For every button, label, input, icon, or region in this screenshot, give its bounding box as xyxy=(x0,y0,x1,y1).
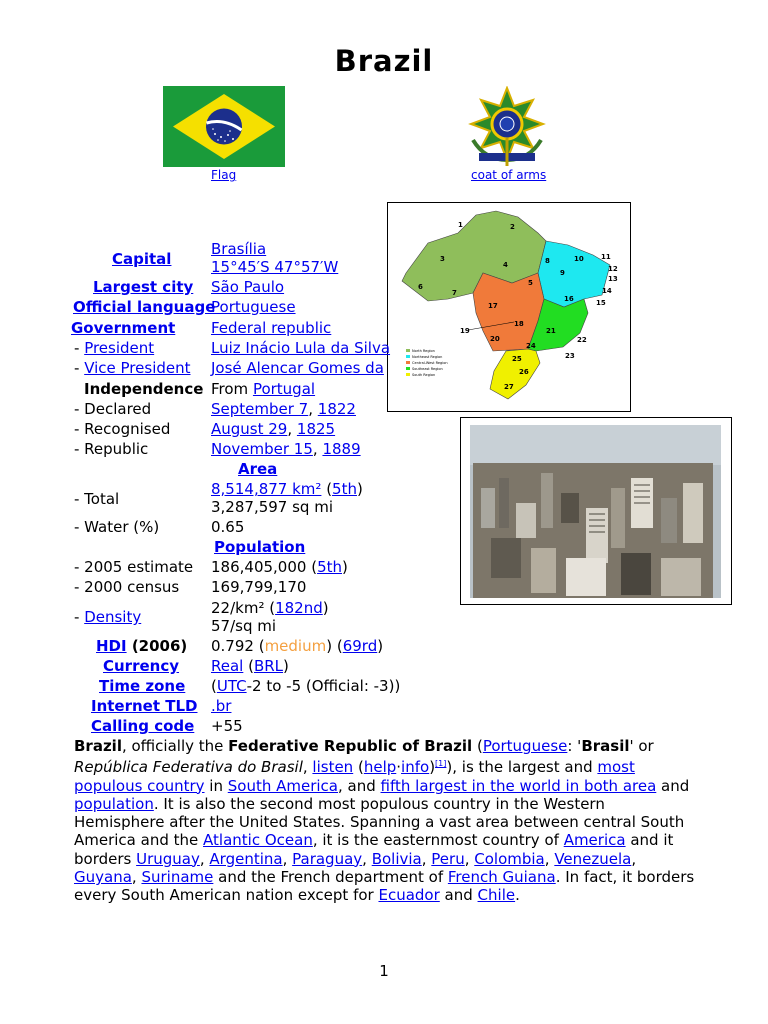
bolivia-link[interactable]: Bolivia xyxy=(371,849,422,868)
official-language-label[interactable]: Official language xyxy=(73,298,216,316)
map-label: 19 xyxy=(460,327,470,335)
total-km-link[interactable]: 8,514,877 km² xyxy=(211,480,322,498)
hdi-medium-link[interactable]: medium xyxy=(264,637,327,655)
paraguay-link[interactable]: Paraguay xyxy=(292,849,363,868)
coat-of-arms-link[interactable]: coat of arms xyxy=(471,168,547,182)
estimate-2005-value: 186,405,000 (5th) xyxy=(211,558,348,576)
guyana-link[interactable]: Guyana xyxy=(74,868,132,887)
vp-link[interactable]: José Alencar Gomes da xyxy=(211,359,384,377)
chile-link[interactable]: Chile xyxy=(477,886,516,905)
fifth-largest-link[interactable]: fifth largest in the world in both area xyxy=(380,776,657,795)
independence-label: Independence xyxy=(84,380,204,398)
map-label: 27 xyxy=(504,383,514,391)
density-value: 22/km² (182nd) 57/sq mi xyxy=(211,599,329,635)
hdi-link[interactable]: HDI xyxy=(96,637,127,655)
population-rank-link[interactable]: 5th xyxy=(317,558,342,576)
president-label-link[interactable]: President xyxy=(84,339,155,357)
tld-label[interactable]: Internet TLD xyxy=(91,697,198,715)
total-area-label: - Total xyxy=(74,490,120,508)
map-label: 11 xyxy=(601,253,611,261)
census-2000-value: 169,799,170 xyxy=(211,578,307,596)
currency-link[interactable]: Real xyxy=(211,657,244,675)
map-label: 22 xyxy=(577,336,587,344)
water-value: 0.65 xyxy=(211,518,245,536)
republic-year-link[interactable]: 1889 xyxy=(322,440,361,458)
recognised-value: August 29, 1825 xyxy=(211,420,336,438)
map-label: 1 xyxy=(458,221,463,229)
census-2000-label: - 2000 census xyxy=(74,578,180,596)
timezone-value: (UTC-2 to -5 (Official: -3)) xyxy=(211,677,401,695)
most-populous-link[interactable]: most populous country xyxy=(74,758,635,795)
map-label: 5 xyxy=(528,279,533,287)
info-link[interactable]: info xyxy=(401,758,430,777)
portuguese-link[interactable]: Portuguese xyxy=(482,737,568,755)
president-link[interactable]: Luiz Inácio Lula da Silva xyxy=(211,339,391,357)
colombia-link[interactable]: Colombia xyxy=(474,849,545,868)
currency-value: Real (BRL) xyxy=(211,657,289,675)
declared-year-link[interactable]: 1822 xyxy=(317,400,356,418)
french-guiana-link[interactable]: French Guiana xyxy=(447,868,556,887)
hdi-label: HDI (2006) xyxy=(96,637,188,655)
independence-value: From Portugal xyxy=(211,380,316,398)
vp-row-label: - Vice President xyxy=(74,359,191,377)
sao-paulo-skyline-photo[interactable] xyxy=(460,417,732,605)
map-legend-centralwest: Central-West Region xyxy=(412,361,448,365)
hdi-value: 0.792 (medium) (69rd) xyxy=(211,637,384,655)
total-area-value: 8,514,877 km² (5th) 3,287,597 sq mi xyxy=(211,480,363,516)
recognised-year-link[interactable]: 1825 xyxy=(296,420,336,438)
area-rank-link[interactable]: 5th xyxy=(332,480,357,498)
map-label: 12 xyxy=(608,265,618,273)
largest-city-label[interactable]: Largest city xyxy=(93,278,194,296)
map-label: 13 xyxy=(608,275,618,283)
republic-date-link[interactable]: November 15 xyxy=(211,440,313,458)
map-label: 8 xyxy=(545,257,550,265)
government-label[interactable]: Government xyxy=(71,319,176,337)
help-link[interactable]: help xyxy=(363,758,397,777)
map-label: 7 xyxy=(452,289,457,297)
density-row-label: - Density xyxy=(74,608,142,626)
area-header[interactable]: Area xyxy=(238,460,278,478)
map-label: 6 xyxy=(418,283,423,291)
page-number: 1 xyxy=(379,962,389,980)
ecuador-link[interactable]: Ecuador xyxy=(378,886,440,905)
map-legend-south: South Region xyxy=(412,373,436,377)
brazil-flag-image[interactable] xyxy=(163,86,285,167)
map-label: 17 xyxy=(488,302,498,310)
official-language-link[interactable]: Portuguese xyxy=(211,298,296,316)
population-link[interactable]: population xyxy=(74,794,154,813)
map-label: 2 xyxy=(510,223,515,231)
brazil-regions-map[interactable] xyxy=(387,202,631,412)
population-header[interactable]: Population xyxy=(214,538,306,556)
map-label: 23 xyxy=(565,352,575,360)
currency-code-link[interactable]: BRL xyxy=(253,657,284,675)
calling-code-label[interactable]: Calling code xyxy=(91,717,195,735)
argentina-link[interactable]: Argentina xyxy=(209,849,283,868)
map-label: 20 xyxy=(490,335,500,343)
map-label: 14 xyxy=(602,287,612,295)
suriname-link[interactable]: Suriname xyxy=(141,868,214,887)
declared-date-link[interactable]: September 7 xyxy=(211,400,309,418)
map-legend-southeast: Southeast Region xyxy=(412,367,443,371)
declared-value: September 7, 1822 xyxy=(211,400,356,418)
recognised-date-link[interactable]: August 29 xyxy=(211,420,288,438)
map-label: 15 xyxy=(596,299,606,307)
tld-link[interactable]: .br xyxy=(211,697,232,715)
page-title: Brazil xyxy=(334,44,434,78)
south-america-link[interactable]: South America xyxy=(227,776,338,795)
map-label: 9 xyxy=(560,269,565,277)
map-label: 4 xyxy=(503,261,508,269)
map-label: 21 xyxy=(546,327,556,335)
map-label: 24 xyxy=(526,342,536,350)
coat-of-arms-image[interactable] xyxy=(465,86,549,168)
portugal-link[interactable]: Portugal xyxy=(252,380,316,398)
timezone-label[interactable]: Time zone xyxy=(99,677,186,695)
estimate-2005-label: - 2005 estimate xyxy=(74,558,194,576)
hdi-rank-link[interactable]: 69rd xyxy=(342,637,378,655)
map-label: 18 xyxy=(514,320,524,328)
map-label: 25 xyxy=(512,355,522,363)
president-row-label: - President xyxy=(74,339,155,357)
declared-label: - Declared xyxy=(74,400,152,418)
peru-link[interactable]: Peru xyxy=(431,849,465,868)
america-link[interactable]: America xyxy=(563,831,626,850)
uruguay-link[interactable]: Uruguay xyxy=(136,849,200,868)
utc-link[interactable]: UTC xyxy=(216,677,247,695)
map-label: 26 xyxy=(519,368,529,376)
intro-paragraph: Brazil, officially the Federative Republic of Brazil (Portuguese: 'Brasil' or República Federativa do Brasil, listen (help·info)[1]), is the largest and most populous country in South America, and fifth largest in the world in both area and population. It is also the second most populous country in the Western Hemisphere after the United States. Spanning a vast area between central South America and the Atlantic Ocean, it is the easternmost country of America and it borders Uruguay, Argentina, Paraguay, Bolivia, Peru, Colombia, Venezuela, Guyana, Suriname and the French department of French Guiana. In fact, it borders every South American nation except for Ecuador and Chile. xyxy=(74,737,695,905)
density-label-link[interactable]: Density xyxy=(84,608,142,626)
listen-link[interactable]: listen xyxy=(312,758,354,777)
recognised-label: - Recognised xyxy=(74,420,171,438)
calling-code-value: +55 xyxy=(211,717,243,735)
reference-link[interactable]: [1] xyxy=(435,759,447,769)
republic-label: - Republic xyxy=(74,440,149,458)
map-legend-north: North Region xyxy=(412,349,435,353)
flag-link[interactable]: Flag xyxy=(211,168,237,182)
atlantic-ocean-link[interactable]: Atlantic Ocean xyxy=(203,831,313,850)
capital-link[interactable]: Brasília xyxy=(211,240,267,258)
density-rank-link[interactable]: 182nd xyxy=(275,599,323,617)
vp-label-link[interactable]: Vice President xyxy=(84,359,191,377)
republic-value: November 15, 1889 xyxy=(211,440,361,458)
map-label: 10 xyxy=(574,255,584,263)
venezuela-link[interactable]: Venezuela xyxy=(554,849,632,868)
water-label: - Water (%) xyxy=(74,518,160,536)
map-label: 3 xyxy=(440,255,445,263)
map-legend-northeast: Northeast Region xyxy=(412,355,443,359)
capital-coords-link[interactable]: 15°45′S 47°57′W xyxy=(211,258,339,276)
largest-city-link[interactable]: São Paulo xyxy=(211,278,285,296)
map-label: 16 xyxy=(564,295,574,303)
capital-label[interactable]: Capital xyxy=(112,250,172,268)
currency-label[interactable]: Currency xyxy=(103,657,180,675)
government-link[interactable]: Federal republic xyxy=(211,319,332,337)
